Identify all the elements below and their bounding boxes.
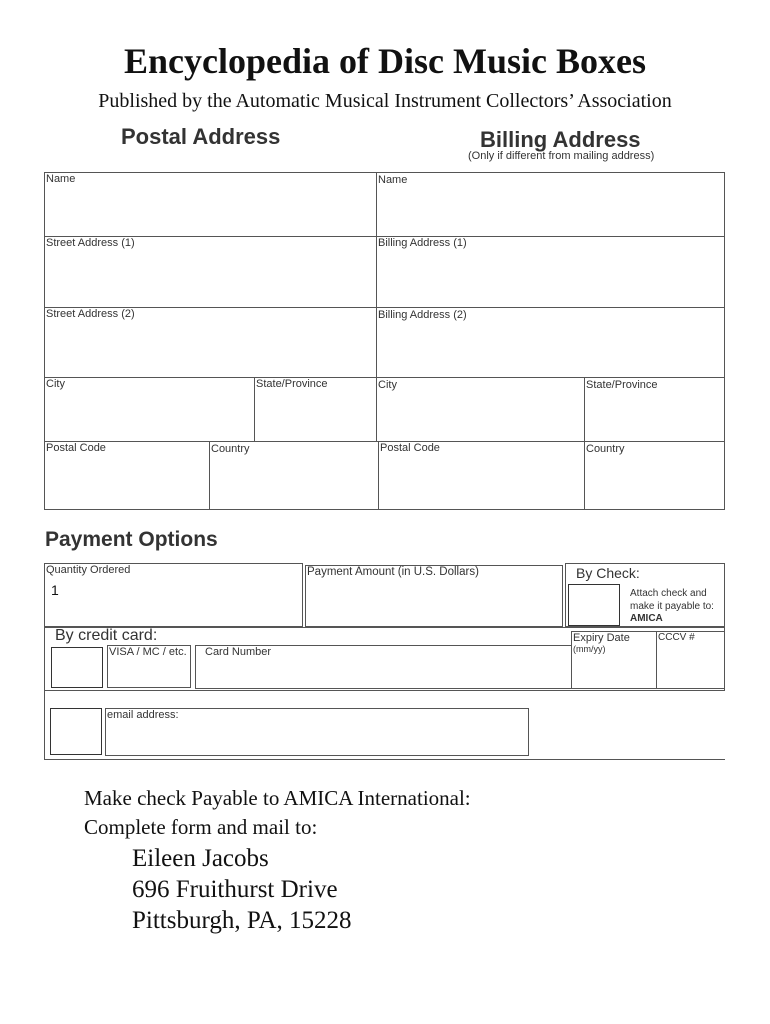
- email-checkbox[interactable]: [50, 708, 102, 755]
- payment-amount-field[interactable]: [305, 565, 563, 627]
- billing-address-note: (Only if different from mailing address): [468, 150, 655, 162]
- by-check-checkbox[interactable]: [568, 584, 620, 626]
- check-note-payee: AMICA: [630, 613, 663, 624]
- postal-city-label: City: [46, 378, 65, 390]
- postal-address-heading: Postal Address: [121, 124, 281, 149]
- mail-address-name: Eileen Jacobs: [132, 845, 269, 872]
- billing-state-field[interactable]: [584, 377, 725, 442]
- check-note-line2: make it payable to:: [630, 600, 714, 612]
- billing-address1-label: Billing Address (1): [378, 237, 467, 249]
- check-note-line1: Attach check and: [630, 588, 707, 599]
- billing-code-label: Postal Code: [380, 442, 440, 454]
- card-type-field[interactable]: [107, 645, 191, 688]
- expiry-date-field[interactable]: [571, 631, 658, 689]
- postal-state-label: State/Province: [256, 378, 328, 390]
- page-subtitle: Published by the Automatic Musical Instrument Collectors’ Association: [98, 90, 672, 112]
- quantity-field[interactable]: [44, 563, 303, 627]
- quantity-value: 1: [51, 582, 59, 598]
- billing-city-field[interactable]: [376, 377, 585, 442]
- email-label: email address:: [107, 709, 179, 721]
- billing-address2-field[interactable]: [376, 307, 725, 378]
- by-check-section: [565, 563, 725, 627]
- card-number-field[interactable]: [195, 645, 573, 689]
- by-check-label: By Check:: [576, 565, 640, 581]
- postal-city-field[interactable]: [44, 377, 255, 442]
- billing-name-field[interactable]: [376, 172, 725, 237]
- postal-country-field[interactable]: [209, 441, 379, 510]
- mail-address-city: Pittsburgh, PA, 15228: [132, 907, 352, 934]
- check-instructions: [630, 588, 714, 626]
- billing-city-label: City: [378, 379, 397, 391]
- postal-state-field[interactable]: [254, 377, 377, 442]
- postal-code-label: Postal Code: [46, 442, 106, 454]
- by-credit-checkbox[interactable]: [51, 647, 103, 688]
- cvc-field[interactable]: [656, 631, 725, 689]
- cvc-label: CCCV #: [658, 632, 695, 643]
- mail-address-street: 696 Fruithurst Drive: [132, 876, 338, 903]
- payable-line: Make check Payable to AMICA International:: [84, 786, 471, 810]
- quantity-label: Quantity Ordered: [46, 564, 131, 576]
- billing-address-heading: Billing Address: [480, 127, 641, 152]
- postal-code-field[interactable]: [44, 441, 210, 510]
- postal-street2-label: Street Address (2): [46, 308, 135, 320]
- payment-amount-label: Payment Amount (in U.S. Dollars): [307, 566, 479, 578]
- page-title: Encyclopedia of Disc Music Boxes: [124, 41, 646, 81]
- card-number-label: Card Number: [205, 646, 272, 658]
- by-credit-label: By credit card:: [55, 627, 158, 644]
- billing-name-label: Name: [378, 174, 408, 186]
- billing-state-label: State/Province: [586, 379, 658, 391]
- postal-country-label: Country: [211, 443, 250, 455]
- payment-options-heading: Payment Options: [45, 528, 218, 551]
- billing-country-label: Country: [586, 443, 625, 455]
- postal-name-label: Name: [46, 173, 76, 185]
- expiry-label: Expiry Date: [573, 632, 630, 644]
- billing-address2-label: Billing Address (2): [378, 309, 467, 321]
- expiry-format: (mm/yy): [573, 644, 606, 654]
- card-type-label: VISA / MC / etc.: [109, 646, 187, 658]
- billing-country-field[interactable]: [584, 441, 725, 510]
- postal-street1-field[interactable]: [44, 236, 377, 308]
- postal-street2-field[interactable]: [44, 307, 377, 378]
- email-field[interactable]: [105, 708, 529, 756]
- postal-street1-label: Street Address (1): [46, 237, 135, 249]
- mail-line: Complete form and mail to:: [84, 815, 318, 839]
- billing-code-field[interactable]: [378, 441, 585, 510]
- billing-address1-field[interactable]: [376, 236, 725, 308]
- postal-name-field[interactable]: [44, 172, 377, 237]
